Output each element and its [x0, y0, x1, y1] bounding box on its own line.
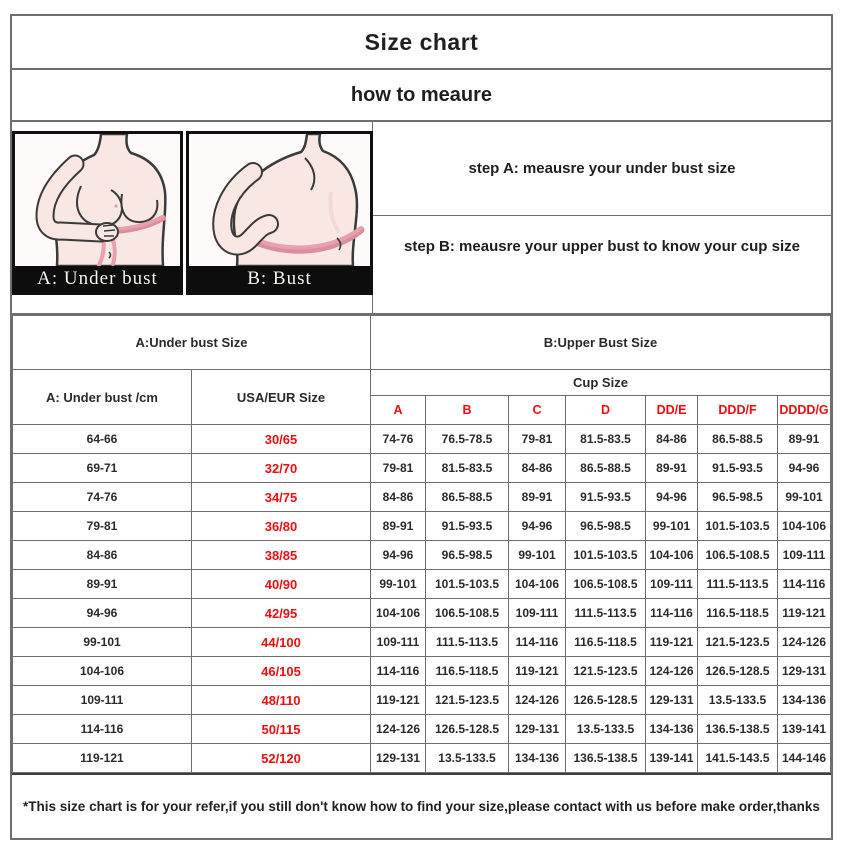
underbust-caption: A: Under bust [15, 266, 180, 292]
cup-range-cell: 139-141 [646, 744, 698, 773]
cup-range-cell: 86.5-88.5 [698, 425, 778, 454]
cup-range-cell: 99-101 [778, 483, 831, 512]
cup-range-cell: 114-116 [371, 657, 426, 686]
usa-eur-size-cell: 34/75 [192, 483, 371, 512]
cup-column-header-ddd-f: DDD/F [698, 396, 778, 425]
under-bust-cell: 69-71 [13, 454, 192, 483]
cup-range-cell: 116.5-118.5 [698, 599, 778, 628]
usa-eur-size-cell: 38/85 [192, 541, 371, 570]
cup-range-cell: 84-86 [646, 425, 698, 454]
cup-range-cell: 84-86 [509, 454, 566, 483]
cup-range-cell: 134-136 [509, 744, 566, 773]
cup-range-cell: 86.5-88.5 [426, 483, 509, 512]
illustration-panel [12, 122, 373, 313]
cup-range-cell: 91.5-93.5 [426, 512, 509, 541]
cup-range-cell: 99-101 [509, 541, 566, 570]
table-row [13, 570, 831, 599]
cup-range-cell: 101.5-103.5 [698, 512, 778, 541]
cup-range-cell: 96.5-98.5 [698, 483, 778, 512]
cup-range-cell: 81.5-83.5 [426, 454, 509, 483]
cup-range-cell: 84-86 [371, 483, 426, 512]
cup-range-cell: 124-126 [509, 686, 566, 715]
cup-range-cell: 116.5-118.5 [566, 628, 646, 657]
usa-eur-size-cell: 36/80 [192, 512, 371, 541]
section-a-header: A:Under bust Size [13, 316, 371, 370]
size-table [12, 315, 831, 773]
col-header-usa-eur: USA/EUR Size [192, 370, 371, 425]
cup-range-cell: 109-111 [509, 599, 566, 628]
under-bust-cell: 74-76 [13, 483, 192, 512]
cup-range-cell: 104-106 [509, 570, 566, 599]
cup-range-cell: 104-106 [371, 599, 426, 628]
cup-range-cell: 94-96 [371, 541, 426, 570]
under-bust-cell: 64-66 [13, 425, 192, 454]
underbust-illustration [12, 131, 183, 295]
table-row [13, 483, 831, 512]
under-bust-cell: 79-81 [13, 512, 192, 541]
cup-range-cell: 13.5-133.5 [426, 744, 509, 773]
cup-range-cell: 116.5-118.5 [426, 657, 509, 686]
cup-range-cell: 101.5-103.5 [566, 541, 646, 570]
cup-range-cell: 124-126 [646, 657, 698, 686]
underbust-figure-icon [15, 134, 180, 266]
cup-range-cell: 74-76 [371, 425, 426, 454]
bust-caption: B: Bust [189, 266, 370, 292]
cup-range-cell: 119-121 [778, 599, 831, 628]
cup-range-cell: 99-101 [371, 570, 426, 599]
size-chart-sheet [10, 14, 833, 840]
cup-range-cell: 89-91 [778, 425, 831, 454]
table-row [13, 541, 831, 570]
cup-range-cell: 76.5-78.5 [426, 425, 509, 454]
cup-range-cell: 111.5-113.5 [566, 599, 646, 628]
footnote: *This size chart is for your refer,if you still don't know how to find your size,please contact with us before make order,thanks [12, 773, 831, 838]
cup-range-cell: 136.5-138.5 [698, 715, 778, 744]
cup-range-cell: 121.5-123.5 [566, 657, 646, 686]
cup-range-cell: 81.5-83.5 [566, 425, 646, 454]
table-row [13, 454, 831, 483]
under-bust-cell: 104-106 [13, 657, 192, 686]
usa-eur-size-cell: 48/110 [192, 686, 371, 715]
cup-range-cell: 99-101 [646, 512, 698, 541]
under-bust-cell: 84-86 [13, 541, 192, 570]
cup-range-cell: 111.5-113.5 [698, 570, 778, 599]
under-bust-cell: 89-91 [13, 570, 192, 599]
under-bust-cell: 99-101 [13, 628, 192, 657]
cup-range-cell: 106.5-108.5 [566, 570, 646, 599]
cup-range-cell: 109-111 [646, 570, 698, 599]
usa-eur-size-cell: 50/115 [192, 715, 371, 744]
steps-panel [373, 122, 831, 313]
cup-range-cell: 121.5-123.5 [698, 628, 778, 657]
usa-eur-size-cell: 42/95 [192, 599, 371, 628]
usa-eur-size-cell: 30/65 [192, 425, 371, 454]
detail-dot [114, 204, 117, 207]
table-row [13, 686, 831, 715]
cup-range-cell: 126.5-128.5 [426, 715, 509, 744]
cup-range-cell: 94-96 [778, 454, 831, 483]
table-row [13, 599, 831, 628]
cup-range-cell: 124-126 [778, 628, 831, 657]
under-bust-cell: 94-96 [13, 599, 192, 628]
cup-range-cell: 124-126 [371, 715, 426, 744]
cup-range-cell: 126.5-128.5 [566, 686, 646, 715]
table-row [13, 512, 831, 541]
cup-range-cell: 86.5-88.5 [566, 454, 646, 483]
cup-range-cell: 119-121 [371, 686, 426, 715]
cup-range-cell: 96.5-98.5 [566, 512, 646, 541]
cup-range-cell: 106.5-108.5 [698, 541, 778, 570]
cup-range-cell: 129-131 [778, 657, 831, 686]
col-header-cup-size: Cup Size [371, 370, 831, 396]
under-bust-cell: 119-121 [13, 744, 192, 773]
col-header-underbust: A: Under bust /cm [13, 370, 192, 425]
cup-column-header-c: C [509, 396, 566, 425]
cup-range-cell: 89-91 [371, 512, 426, 541]
cup-range-cell: 139-141 [778, 715, 831, 744]
cup-range-cell: 94-96 [646, 483, 698, 512]
cup-range-cell: 129-131 [646, 686, 698, 715]
cup-range-cell: 89-91 [509, 483, 566, 512]
cup-range-cell: 111.5-113.5 [426, 628, 509, 657]
cup-range-cell: 96.5-98.5 [426, 541, 509, 570]
cup-column-header-dddd-g: DDDD/G [778, 396, 831, 425]
cup-column-header-dd-e: DD/E [646, 396, 698, 425]
usa-eur-size-cell: 44/100 [192, 628, 371, 657]
step-a-instruction: step A: meausre your under bust size [373, 122, 831, 216]
table-row [13, 744, 831, 773]
page-subtitle: how to meaure [12, 70, 831, 122]
cup-range-cell: 126.5-128.5 [698, 657, 778, 686]
cup-range-cell: 91.5-93.5 [566, 483, 646, 512]
cup-range-cell: 109-111 [371, 628, 426, 657]
measure-section [12, 122, 831, 315]
cup-range-cell: 104-106 [778, 512, 831, 541]
bust-figure-icon [189, 134, 370, 266]
table-row [13, 628, 831, 657]
cup-range-cell: 109-111 [778, 541, 831, 570]
section-b-header: B:Upper Bust Size [371, 316, 831, 370]
cup-range-cell: 144-146 [778, 744, 831, 773]
cup-range-cell: 129-131 [509, 715, 566, 744]
step-b-instruction: step B: meausre your upper bust to know your cup size [404, 238, 800, 255]
cup-range-cell: 119-121 [646, 628, 698, 657]
cup-range-cell: 141.5-143.5 [698, 744, 778, 773]
cup-range-cell: 136.5-138.5 [566, 744, 646, 773]
cup-range-cell: 104-106 [646, 541, 698, 570]
under-bust-cell: 114-116 [13, 715, 192, 744]
cup-range-cell: 134-136 [778, 686, 831, 715]
cup-range-cell: 114-116 [778, 570, 831, 599]
cup-range-cell: 114-116 [509, 628, 566, 657]
usa-eur-size-cell: 32/70 [192, 454, 371, 483]
table-row [13, 425, 831, 454]
cup-range-cell: 121.5-123.5 [426, 686, 509, 715]
cup-column-header-a: A [371, 396, 426, 425]
cup-range-cell: 94-96 [509, 512, 566, 541]
cup-range-cell: 114-116 [646, 599, 698, 628]
page-title: Size chart [12, 16, 831, 70]
cup-range-cell: 13.5-133.5 [698, 686, 778, 715]
cup-range-cell: 91.5-93.5 [698, 454, 778, 483]
cup-range-cell: 106.5-108.5 [426, 599, 509, 628]
table-row [13, 715, 831, 744]
cup-range-cell: 13.5-133.5 [566, 715, 646, 744]
usa-eur-size-cell: 46/105 [192, 657, 371, 686]
cup-range-cell: 101.5-103.5 [426, 570, 509, 599]
usa-eur-size-cell: 40/90 [192, 570, 371, 599]
cup-range-cell: 119-121 [509, 657, 566, 686]
cup-column-header-d: D [566, 396, 646, 425]
table-row [13, 657, 831, 686]
cup-column-header-b: B [426, 396, 509, 425]
usa-eur-size-cell: 52/120 [192, 744, 371, 773]
bust-illustration [186, 131, 373, 295]
under-bust-cell: 109-111 [13, 686, 192, 715]
cup-range-cell: 89-91 [646, 454, 698, 483]
cup-range-cell: 79-81 [371, 454, 426, 483]
cup-range-cell: 79-81 [509, 425, 566, 454]
cup-range-cell: 129-131 [371, 744, 426, 773]
cup-range-cell: 134-136 [646, 715, 698, 744]
